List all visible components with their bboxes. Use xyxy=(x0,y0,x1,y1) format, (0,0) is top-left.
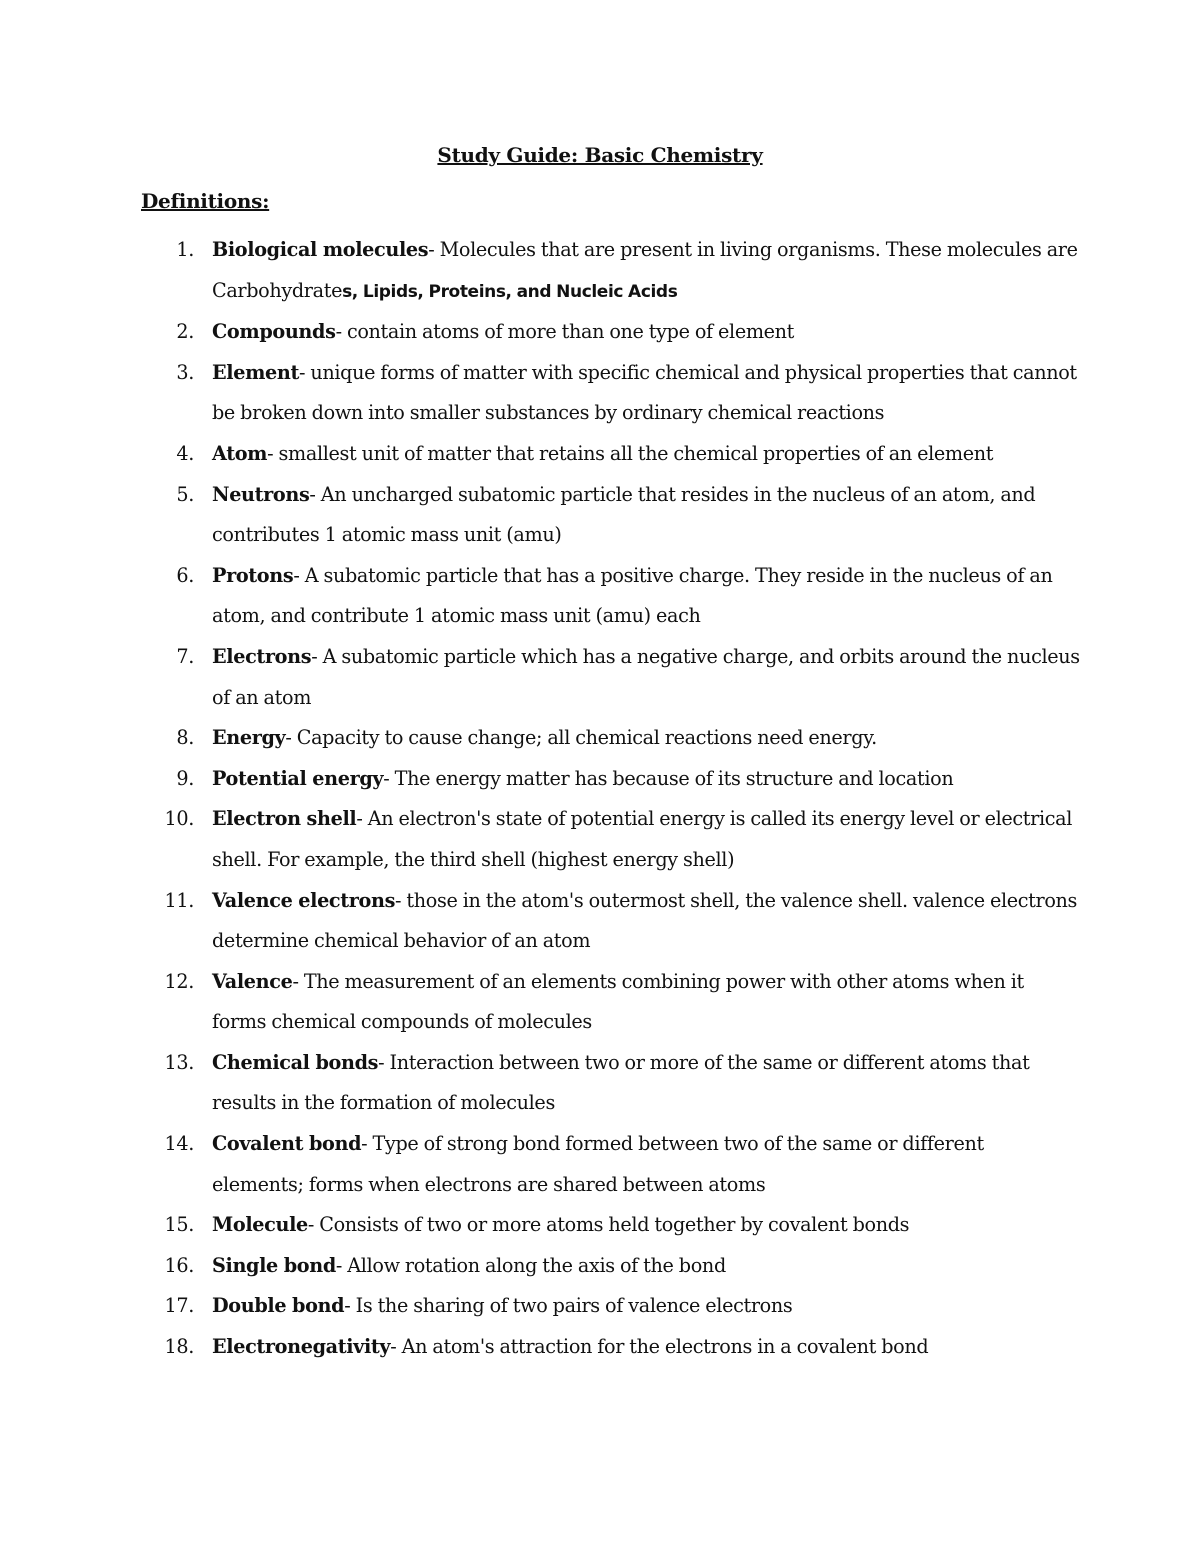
definition-text: - An electron's state of potential energy is called its energy level or electrical shell. For example, the third shell (highest energy shell) xyxy=(212,807,1073,871)
definition-item xyxy=(0,881,1200,962)
definition-text: - smallest unit of matter that retains all the chemical properties of an element xyxy=(267,441,994,465)
definition-text: - Capacity to cause change; all chemical reactions need energy. xyxy=(285,726,877,750)
definition-text: - those in the atom's outermost shell, the valence shell. valence electrons determine chemical behavior of an atom xyxy=(212,888,1078,953)
definition-text: - Is the sharing of two pairs of valence electrons xyxy=(344,1294,793,1318)
item-number: 4. xyxy=(176,441,194,465)
definition-term: Electrons xyxy=(212,644,312,668)
definition-text: - A subatomic particle that has a positive charge. They reside in the nucleus of an atom, and contribute 1 atomic mass unit (amu) each xyxy=(212,563,1053,628)
document-title: Study Guide: Basic Chemistry xyxy=(437,143,763,167)
definition-term: Electronegativity xyxy=(212,1335,391,1359)
section-heading: Definitions: xyxy=(141,189,270,213)
definition-term: Double bond xyxy=(212,1294,345,1318)
definition-text: - contain atoms of more than one type of element xyxy=(335,320,795,344)
item-number: 8. xyxy=(176,726,194,750)
definition-text: - Interaction between two or more of the same or different atoms that results in the formation of molecules xyxy=(212,1050,1030,1115)
definition-item xyxy=(0,759,1200,800)
item-number: 7. xyxy=(176,644,194,668)
definition-term: Neutrons xyxy=(212,482,310,506)
definition-text: - unique forms of matter with specific chemical and physical properties that cannot be broken down into smaller substances by ordinary chemical reactions xyxy=(212,360,1077,425)
definition-item xyxy=(0,230,1200,312)
definition-text: - Molecules that are present in living organisms. These molecules are Carbohydrate xyxy=(212,238,1078,302)
item-number: 5. xyxy=(176,482,194,506)
item-number: 6. xyxy=(176,563,194,587)
item-number: 13. xyxy=(164,1050,194,1074)
item-number: 2. xyxy=(176,320,194,344)
definition-term: Energy xyxy=(212,726,286,750)
definition-term: Valence xyxy=(212,969,293,993)
definition-term: Covalent bond xyxy=(212,1132,362,1156)
item-number: 15. xyxy=(164,1213,194,1237)
definition-item xyxy=(0,637,1200,718)
item-number: 1. xyxy=(176,238,194,261)
item-number: 17. xyxy=(164,1294,194,1318)
definition-text: - The measurement of an elements combining power with other atoms when it forms chemical compounds of molecules xyxy=(212,969,1024,1034)
definition-text: - An uncharged subatomic particle that resides in the nucleus of an atom, and contributes 1 atomic mass unit (amu) xyxy=(212,482,1036,547)
definition-item xyxy=(0,1205,1200,1246)
definition-item xyxy=(0,434,1200,475)
definition-text: - Allow rotation along the axis of the bond xyxy=(335,1253,726,1277)
definition-text: - A subatomic particle which has a negative charge, and orbits around the nucleus of an atom xyxy=(212,644,1080,709)
definition-term: Element xyxy=(212,360,299,384)
item-number: 12. xyxy=(164,969,194,993)
definition-item xyxy=(0,1043,1200,1124)
definition-text: - The energy matter has because of its structure and location xyxy=(383,766,954,790)
definition-text-emphasis: s, Lipids, Proteins, and Nucleic Acids xyxy=(342,281,678,302)
definition-item xyxy=(0,718,1200,759)
item-number: 18. xyxy=(164,1335,194,1359)
definition-item xyxy=(0,312,1200,353)
definition-text: - An atom's attraction for the electrons in a covalent bond xyxy=(390,1335,929,1359)
definition-term: Protons xyxy=(212,563,294,587)
definitions-list xyxy=(0,230,1200,1368)
definition-item xyxy=(0,962,1200,1043)
definition-term: Molecule xyxy=(212,1213,308,1237)
definition-item xyxy=(0,1286,1200,1327)
definition-term: Potential energy xyxy=(212,766,384,790)
definition-text: - Type of strong bond formed between two of the same or different elements; forms when electrons are shared between atoms xyxy=(212,1132,984,1196)
item-number: 9. xyxy=(176,766,194,790)
definition-item xyxy=(0,353,1200,434)
definition-term: Single bond xyxy=(212,1253,336,1277)
item-number: 14. xyxy=(164,1132,194,1156)
definition-term: Atom xyxy=(212,441,268,465)
definition-text: - Consists of two or more atoms held together by covalent bonds xyxy=(307,1213,910,1237)
item-number: 3. xyxy=(176,360,194,384)
item-number: 10. xyxy=(164,807,194,831)
definition-term: Biological molecules xyxy=(212,238,429,261)
definition-item xyxy=(0,799,1200,880)
definition-item xyxy=(0,1246,1200,1287)
definition-term: Valence electrons xyxy=(212,888,396,912)
definition-term: Electron shell xyxy=(212,807,357,831)
definition-item xyxy=(0,1124,1200,1205)
item-number: 11. xyxy=(164,888,194,912)
definition-item xyxy=(0,475,1200,556)
definition-term: Chemical bonds xyxy=(212,1050,379,1074)
definition-item xyxy=(0,1327,1200,1368)
item-number: 16. xyxy=(164,1253,194,1277)
definition-term: Compounds xyxy=(212,320,336,344)
definition-item xyxy=(0,556,1200,637)
